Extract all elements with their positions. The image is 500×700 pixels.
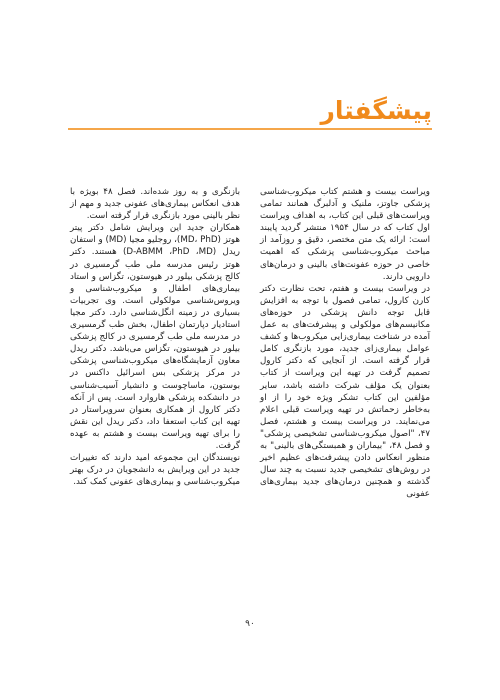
paragraph: ویراست بیست و هشتم کتاب میکروب‌شناسی پزشکی جاوتز، ملنیک و آدلبرگ همانند تمامی ویراست‌های قبلی این کتاب، به اهداف ویراست اول کتاب که در سال ۱۹۵۴ منتشر گردید پایبند است: ارائه یک متن مختصر، دقیق و روزآمد از مباحث میکروب‌شناسی پزشکی که اهمیت خاصی در حوزه عفونت‌های بالینی و درمان‌های دارویی دارند. [260, 187, 430, 282]
page-title: پیشگفتار [320, 96, 432, 125]
paragraph: نویسندگان این مجموعه امید دارند که تغییرات جدید در این ویرایش به دانشجویان در درک بهتر میکروب‌شناسی و بیماری‌های عفونی کمک کند. [70, 453, 240, 488]
paragraph: بازنگری و به روز شده‌اند. فصل ۴۸ بویژه با هدف انعکاس بیماری‌های عفونی جدید و مهم از نظر بالینی مورد بازنگری قرار گرفته است. [70, 187, 240, 222]
left-column [70, 186, 240, 500]
right-column [260, 186, 430, 500]
title-block [68, 95, 432, 133]
paragraph: همکاران جدید این ویرایش شامل دکتر پیتر هوتز (MD، PhD)، روجلیو مجیا (MD) و استفان ریدل (D-ABMM ،PhD ،MD) هستند. دکتر هوتز رئیس مدرسه ملی طب گرمسیری در کالج پزشکی بیلور در هیوستون، تگزاس و استاد بیماری‌های اطفال و میکروب‌شناسی و ویروس‌شناسی مولکولی است. وی تجربیات بسیاری در زمینه انگل‌شناسی دارد. دکتر مجیا استادیار دپارتمان اطفال، بخش طب گرمسیری در مدرسه ملی طب گرمسیری در کالج پزشکی بیلور در هیوستون، تگزاس می‌باشد. دکتر ریدل معاون آزمایشگاه‌های میکروب‌شناسی پزشکی در مرکز پزشکی بس اسرائیل داکنس در بوستون، ماساچوست و دانشیار آسیب‌شناسی در دانشکده پزشکی هاروارد است. پس از آنکه دکتر کارول از همکاری بعنوان سرویراستار در تهیه این کتاب استعفا داد، دکتر ریدل این نقش را برای تهیه ویراست بیست و هشتم به عهده گرفت. [70, 223, 241, 451]
title-underline [68, 128, 432, 130]
body-columns [70, 186, 430, 500]
paragraph: در ویراست بیست و هفتم، تحت نظارت دکتر کارن کارول، تمامی فصول با توجه به افزایش قابل توجه دانش پزشکی در حوزه‌های مکانیسم‌های مولکولی و پیشرفت‌های به عمل آمده در شناخت بیماری‌زایی میکروب‌ها و کشف عوامل بیماری‌زای جدید، مورد بازنگری کامل قرار گرفته است. از آنجایی که دکتر کارول تصمیم گرفت در تهیه این ویراست از کتاب بعنوان یک مؤلف شرکت داشته باشد، سایر مؤلفین این کتاب تشکر ویژه خود را از او به‌خاطر زحماتش در تهیه ویراست قبلی اعلام می‌نمایند. در ویراست بیست و هشتم، فصل ۴۷، "اصول میکروب‌شناسی تشخیصی پزشکی" و فصل ۴۸، "بیماران و همبستگی‌های بالینی" به منظور انعکاس دادن پیشرفت‌های عظیم اخیر در روش‌های تشخیصی جدید نسبت به چند سال گذشته و همچنین درمان‌های جدید بیماری‌های عفونی [260, 283, 430, 500]
page-number: ۹۰ [245, 619, 255, 629]
